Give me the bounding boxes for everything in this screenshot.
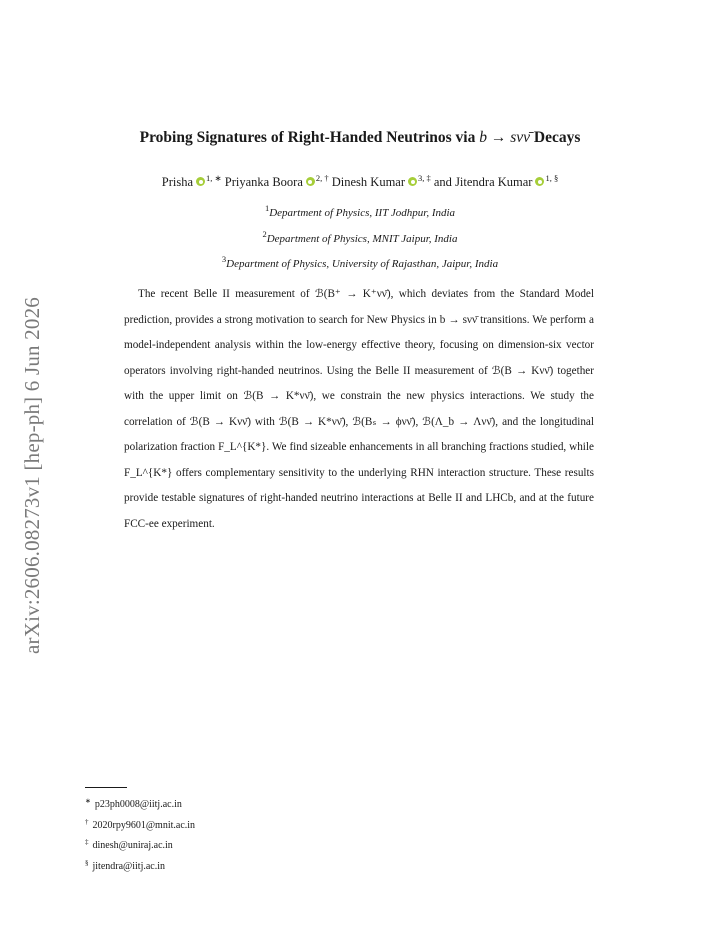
footnote-email[interactable]: 2020rpy9601@mnit.ac.in <box>92 819 196 831</box>
author-conjunction: and <box>433 175 452 189</box>
affiliation-text: Department of Physics, IIT Jodhpur, India <box>269 207 456 219</box>
author-marks: 2, † <box>315 173 329 183</box>
orcid-icon[interactable] <box>408 177 417 186</box>
footnote-email[interactable]: jitendra@iitj.ac.in <box>92 860 166 872</box>
footnote-mark: † <box>85 817 89 826</box>
author-marks: 3, ‡ <box>418 173 431 183</box>
affiliation-3 <box>60 254 660 270</box>
footnote-mark: ∗ <box>85 797 91 805</box>
paper-title <box>60 129 660 147</box>
affiliation-number: 3 <box>221 254 227 264</box>
orcid-icon[interactable] <box>535 177 544 186</box>
footnote <box>85 793 195 814</box>
footnote-email[interactable]: p23ph0008@iitj.ac.in <box>94 799 182 810</box>
orcid-icon[interactable] <box>196 177 205 186</box>
footnote <box>85 855 195 876</box>
author-name: Dinesh Kumar <box>331 175 405 189</box>
affiliation-number: 1 <box>264 203 270 213</box>
affiliation-1 <box>60 203 660 219</box>
affiliation-2 <box>60 229 660 245</box>
footnote <box>85 814 195 835</box>
arxiv-side-stamp <box>12 265 52 685</box>
footnote-email[interactable]: dinesh@uniraj.ac.in <box>92 840 173 851</box>
footnote <box>85 834 195 855</box>
title-end: Decays <box>533 129 581 146</box>
abstract: The recent Belle II measurement of ℬ(B⁺ → K⁺νν̄), which deviates from the Standard Model prediction, provides a strong motivation to search for New Physics in b → sνν̄ transitions. We perform a model-independent analysis within the low-energy effective theory, focusing on dimension-six vector operators involving right-handed neutrinos. Using the Belle II measurement of ℬ(B → Kνν̄) together with the upper limit on ℬ(B → K*νν̄), we constrain the new physics interactions. We study the correlation of ℬ(B → Kνν̄) with ℬ(B → K*νν̄), ℬ(Bₛ → ϕνν̄), ℬ(Λ_b → Λνν̄), and the longitudinal polarization fraction F_L^{K*}. We find sizeable enhancements in all branching fractions studied, while F_L^{K*} offers complementary sensitivity to the underlying RHN interaction structure. These results provide testable signatures of right-handed neutrino interactions at Belle II and LHCb, and at the future FCC-ee experiment. <box>124 288 594 530</box>
title-math: b → sνν̄ <box>479 129 531 146</box>
affiliation-text: Department of Physics, University of Rajasthan, Jaipur, India <box>226 258 499 270</box>
footnote-mark: ‡ <box>85 838 89 846</box>
title-text: Probing Signatures of Right-Handed Neutrinos via <box>139 129 476 146</box>
orcid-icon[interactable] <box>306 177 315 186</box>
affiliation-number: 2 <box>262 229 267 239</box>
arxiv-identifier: arXiv:2606.08273v1 [hep-ph] 6 Jun 2026 <box>19 296 44 654</box>
affiliation-text: Department of Physics, MNIT Jaipur, India <box>266 233 458 245</box>
author-marks: 1, ∗ <box>206 173 222 183</box>
footnote-rule <box>85 787 127 788</box>
author-list <box>60 173 660 190</box>
author-marks: 1, § <box>545 173 559 183</box>
footnote-mark: § <box>85 858 89 867</box>
author-name: Prisha <box>161 175 194 189</box>
author-name: Priyanka Boora <box>224 175 303 189</box>
footnotes <box>85 787 195 875</box>
author-name: Jitendra Kumar <box>455 175 533 189</box>
